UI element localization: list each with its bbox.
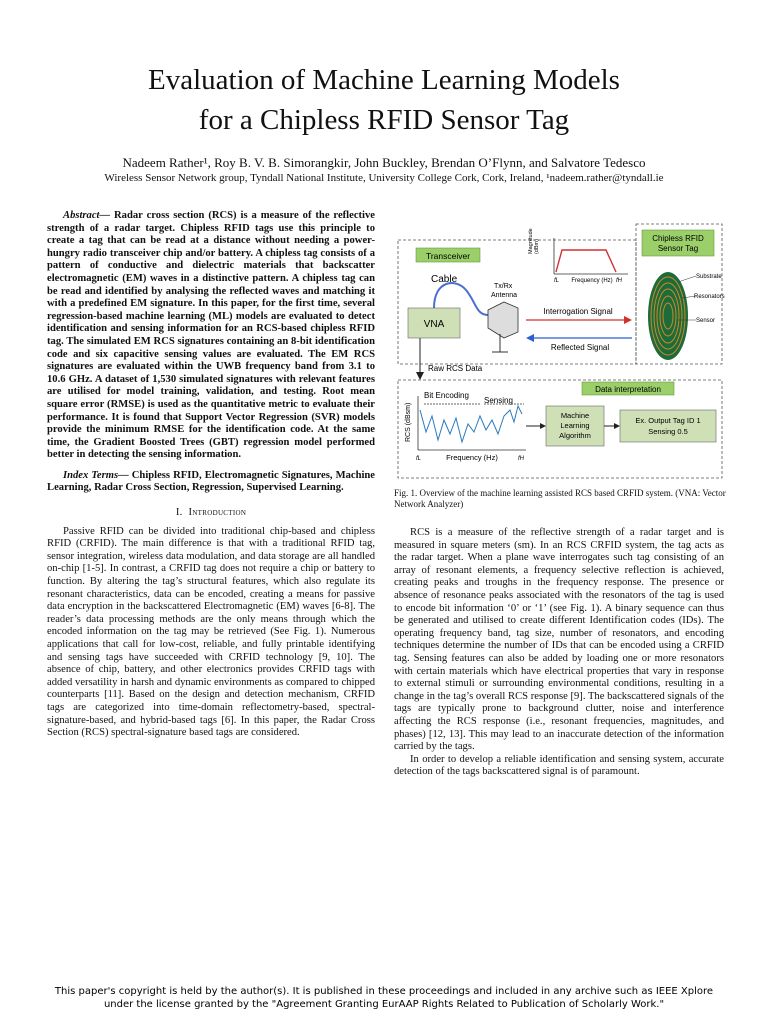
raw-rcs-label: Raw RCS Data (428, 364, 483, 373)
ml-label-3: Algorithm (559, 431, 591, 440)
system-overview-figure (396, 220, 726, 482)
output-label-2: Sensing 0.5 (648, 427, 688, 436)
data-interp-label: Data interpretation (595, 385, 661, 394)
interrogation-label: Interrogation Signal (543, 307, 613, 316)
fl-bottom: fL (416, 456, 422, 462)
rcs-axis-label: RCS (dBsm) (405, 402, 412, 442)
reflected-label: Reflected Signal (550, 343, 610, 352)
freq-axis-top: Frequency (Hz) (571, 278, 613, 284)
abstract-lead: Abstract— (63, 210, 111, 221)
footer-line-2: under the license granted by the "Agreement Granting EurAAP Rights Related to Publication of Scholarly Work." (103, 999, 665, 1010)
section-title: Introduction (188, 507, 247, 519)
index-terms (47, 470, 375, 495)
affiliation: Wireless Sensor Network group, Tyndall National Institute, University College Cork, Cork, Ireland, ¹nadeem.rather@tyndall.ie (104, 172, 664, 184)
interrogation-spectrum (556, 250, 616, 272)
antenna-label-1: Tx/Rx (494, 283, 513, 290)
abstract-text: Radar cross section (RCS) is a measure of the reflective strength of a radar target. Chipless RFID tags use this principle to create a tag that can be read at a distance without needing a power-hungry radio transceiver chip and/or battery. A chipless tag consists of a pattern of conductive and dielectric materials that backscatter electromagnetic (EM) waves in a distinctive pattern. A chipless tag can be read and identified by analysing the reflected waves and matching it with a predefined EM signature. In this paper, for the first time, several regression-based machine learning (ML) models are evaluated to detect identification and sensing information for an RCS-based chipless RFID tag. The simulated EM RCS signatures containing an 8-bit identification code and six capacitive sensing values are evaluated. The EM RCS signatures are evaluated within the UWB frequency band from 3.1 to 10.6 GHz. A dataset of 1,530 simulated signatures with relevant features are utilised for model training, validation, and testing. Root mean square error (RMSE) is used as the quantitative metric to evaluate their performance. It is found that Support Vector Regression (SVR) models provide the minimum RMSE for the identification code. At the same time, the Gradient Boosted Trees (GBT) regression model performed better in detecting the sensing information. (47, 210, 375, 461)
index-terms-text: Chipless RFID, Electromagnetic Signatures, Machine Learning, Radar Cross Section, Regression, Supervised Learning. (47, 469, 375, 494)
right-column (394, 527, 724, 779)
magnitude-label-2: (dBm) (534, 239, 540, 254)
section-number: I. (175, 507, 183, 519)
index-terms-lead: Index Terms— (63, 469, 129, 481)
left-column (47, 210, 375, 740)
right-paragraph-1: RCS is a measure of the reflective strength of a radar target and is measured in square meters (sm). In an RCS CRFID system, the tag acts as the radar target. When a plane wave interrogates such tag consisting of an array of resonant elements, a frequency selective reflection is achieved, creating peaks and troughs in the frequency response. The presence or absence of resonance peaks associated with the resonators of the tag is used to encode bit information ‘0’ or ‘1’ (see Fig. 1). A binary sequence can thus be generated and utilised to create different Identification codes (IDs). The operating frequency band, tag size, number of resonators, and encoding techniques determine the number of IDs that can be encoded using a CRFID tag. Sensing features can also be added by loading one or more resonators with certain materials which have electrical properties that vary in response to external stimuli or surrounding environmental conditions, resulting in a change in the tag’s overall RCS response [9]. The backscattered signals of the tags are typically prone to background clutter, noise and interference affecting the RCS response (i.e., resonant frequencies, magnitudes, and phases) [12, 13]. This may lead to an inaccurate detection of the information carried by the tags. (394, 527, 724, 753)
bit-encoding-label: Bit Encoding (424, 391, 469, 400)
intro-paragraph: Passive RFID can be divided into traditional chip-based and chipless RFID (CRFID). The main difference is that with a traditional RFID tag, sensor integration, wireless data modulation, and data storage are all handled on-chip [1-5]. In contrast, a CRFID tag does not require a chip or battery to function. By altering the tag’s structural features, which also regulate its resonant characteristics, data can be encoded, creating a means for passive data encryption in the backscattered Electromagnetic (EM) waves [6-8]. The reader’s data processing methods are the only means through which the encoded information on the tag may be retrieved (See Fig. 1). Numerous applications that call for low-cost, reliable, and fully printable identifying and sensing tags have succeeded with CRFID technology [9, 10]. The absence of chip, battery, and other electronics provides CRFID tags with added versatility in harsh and dynamic environments as compared to chipped counterparts [11]. Based on the design and detection mechanism, CRFID tags are categorized into time-domain reflectometry-based, spectral-signature-based, and hybrid-based tags [6]. In this paper, the Radar Cross Section (RCS) spectral-signature based tags are considered. (47, 525, 375, 739)
title-line-1: Evaluation of Machine Learning Models (148, 64, 620, 96)
tag-label-1: Chipless RFID (652, 234, 704, 243)
paper-title (0, 60, 768, 140)
freq-axis-bottom: Frequency (Hz) (446, 453, 498, 462)
resonators-label: Resonators (694, 294, 725, 300)
sensing-label: Sensing (484, 396, 513, 405)
figure-caption: Fig. 1. Overview of the machine learning assisted RCS based CRFID system. (VNA: Vector Network Analyzer) (394, 488, 726, 509)
cable-label: Cable (431, 274, 458, 285)
ml-label-2: Learning (560, 421, 590, 430)
antenna-label-2: Antenna (491, 292, 518, 299)
abstract (47, 210, 375, 462)
fh-top: fH (616, 278, 622, 284)
vna-label: VNA (423, 319, 445, 330)
rcs-trace (420, 406, 522, 442)
fh-bottom: fH (518, 456, 524, 462)
fl-top: fL (554, 278, 560, 284)
title-line-2: for a Chipless RFID Sensor Tag (198, 104, 570, 136)
section-heading (47, 507, 375, 520)
author-list: Nadeem Rather¹, Roy B. V. B. Simorangkir, John Buckley, Brendan O’Flynn, and Salvatore Tedesco (122, 155, 646, 170)
magnitude-label-1: Magnitude (528, 228, 534, 254)
output-label-1: Ex. Output Tag ID 1 (635, 416, 701, 425)
ml-label-1: Machine (560, 411, 590, 420)
sensor-label: Sensor (696, 318, 716, 324)
copyright-footer (30, 985, 738, 1011)
substrate-label: Substrate (696, 274, 722, 280)
output-box (620, 410, 716, 442)
right-paragraph-2: In order to develop a reliable identification and sensing system, accurate detection of the tags backscattered signal is of paramount. (394, 753, 724, 778)
footer-line-1: This paper's copyright is held by the author(s). It is published in these proceedings and included in any archive such as IEEE Xplore (54, 986, 714, 997)
transceiver-label: Transceiver (425, 251, 471, 261)
tag-label-2: Sensor Tag (657, 244, 699, 253)
antenna-icon (488, 302, 518, 338)
